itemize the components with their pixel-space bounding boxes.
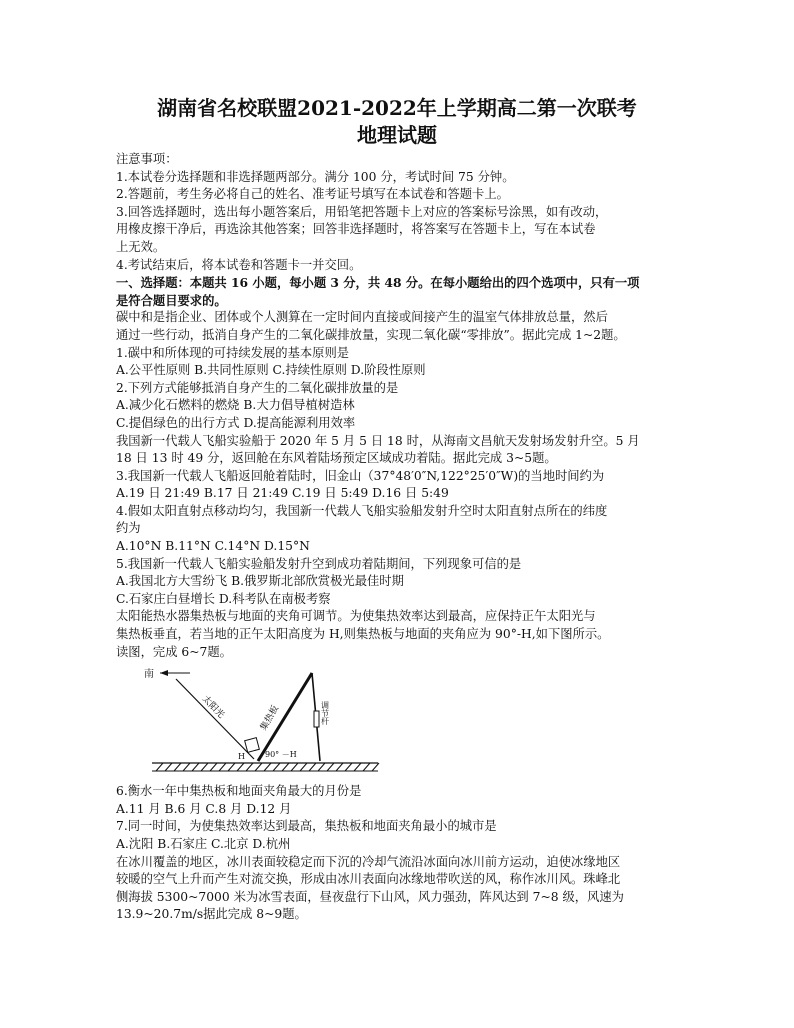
- south-label: 南: [144, 669, 154, 681]
- text-line: 1.碳中和所体现的可持续发展的基本原则是: [116, 345, 350, 360]
- rod-joint: [314, 711, 319, 727]
- text-line: 4.假如太阳直射点移动均匀，我国新一代载人飞船实验船发射升空时太阳直射点所在的纬度: [116, 503, 608, 518]
- south-arrow-icon: [160, 670, 190, 676]
- text-line: 约为: [116, 521, 141, 536]
- text-line: 太阳能热水器集热板与地面的夹角可调节。为使集热效率达到最高，应保持正午太阳光与: [116, 609, 596, 624]
- solar-panel-diagram: [116, 667, 684, 779]
- text-line: 5.我国新一代载人飞船实验船发射升空到成功着陆期间，下列现象可信的是: [116, 556, 522, 571]
- text-line: 13.9~20.7m/s据此完成 8~9题。: [116, 907, 307, 922]
- text-line: A.沈阳 B.石家庄 C.北京 D.杭州: [116, 837, 291, 851]
- text-line: 注意事项：: [116, 152, 178, 166]
- text-line: 18 日 13 时 49 分，返回舱在东风着陆场预定区域成功着陆。据此完成 3~5题。: [116, 451, 557, 466]
- text-line: 碳中和是指企业、团体或个人测算在一定时间内直接或间接产生的温室气体排放总量，然后: [116, 310, 608, 325]
- right-angle-marker: [245, 738, 260, 753]
- text-line: C.提倡绿色的出行方式 D.提高能源利用效率: [116, 415, 356, 430]
- text-line: 较暖的空气上升而产生对流交换，形成由冰川表面向冰缘地带吹送的风，称作冰川风。珠峰北: [116, 872, 621, 887]
- text-line: C.石家庄白昼增长 D.科考队在南极考察: [116, 591, 331, 606]
- text-line: 集热板垂直，若当地的正午太阳高度为 H,则集热板与地面的夹角应为 90°-H,如下图所示。: [116, 627, 610, 642]
- panel-label: 集热板: [258, 704, 282, 733]
- exam-content: [116, 151, 684, 924]
- h-label: H: [238, 752, 245, 762]
- text-line: 2.下列方式能够抵消自身产生的二氧化碳排放量的是: [116, 380, 399, 395]
- text-line: 读图，完成 6~7题。: [116, 644, 232, 659]
- text-line: 一、选择题：本题共 16 小题，每小题 3 分，共 48 分。在每小题给出的四个选项中，只有一项: [116, 275, 640, 291]
- angle-label: 90° －H: [265, 750, 297, 760]
- diagram-svg: [142, 667, 382, 779]
- text-line: A.19 日 21:49 B.17 日 21:49 C.19 日 5:49 D.16 日 5:49: [116, 486, 449, 501]
- text-line: A.11 月 B.6 月 C.8 月 D.12 月: [116, 801, 292, 816]
- text-line: A.10°N B.11°N C.14°N D.15°N: [116, 539, 310, 554]
- text-line: 侧海拔 5300~7000 米为冰雪表面，昼夜盘行下山风，风力强劲，阵风达到 7~8 级，风速为: [116, 889, 624, 904]
- exam-subtitle: 地理试题: [357, 123, 437, 147]
- text-after-figure: [116, 783, 684, 924]
- ground: [152, 763, 379, 771]
- text-line: 我国新一代载人飞船实验船于 2020 年 5 月 5 日 18 时，从海南文昌航天发射场发射升空。5 月: [116, 433, 640, 448]
- text-line: 通过一些行动，抵消自身产生的二氧化碳排放量，实现二氧化碳“零排放”。据此完成 1~2题。: [116, 327, 626, 342]
- sunlight-label: 太阳光: [199, 694, 226, 721]
- text-line: 3.我国新一代载人飞船返回舱着陆时，旧金山（37°48′0″N,122°25′0″W)的当地时间约为: [116, 468, 605, 483]
- exam-title: 湖南省名校联盟2021-2022年上学期高二第一次联考: [157, 96, 637, 120]
- text-line: 上无效。: [116, 239, 166, 254]
- text-line: 2.答题前，考生务必将自己的姓名、准考证号填写在本试卷和答题卡上。: [116, 187, 509, 202]
- text-line: 6.衡水一年中集热板和地面夹角最大的月份是: [116, 784, 362, 799]
- text-line: A.我国北方大雪纷飞 B.俄罗斯北部欣赏极光最佳时期: [116, 574, 404, 589]
- text-line: 3.回答选择题时，选出每小题答案后，用铅笔把答题卡上对应的答案标号涂黑，如有改动，: [116, 204, 608, 219]
- text-before-figure: [116, 151, 684, 661]
- text-line: 在冰川覆盖的地区，冰川表面较稳定而下沉的冷却气流沿冰面向冰川前方运动，迫使冰缘地区: [116, 854, 621, 869]
- rod-label-1: 调节杆: [320, 701, 330, 726]
- text-line: 是符合题目要求的。: [116, 292, 227, 308]
- text-line: 4.考试结束后，将本试卷和答题卡一并交回。: [116, 257, 362, 272]
- text-line: 7.同一时间，为使集热效率达到最高，集热板和地面夹角最小的城市是: [116, 819, 497, 834]
- text-line: A.减少化石燃料的燃烧 B.大力倡导植树造林: [116, 398, 355, 413]
- sunlight-ray: [176, 679, 254, 762]
- text-line: A.公平性原则 B.共同性原则 C.持续性原则 D.阶段性原则: [116, 363, 426, 378]
- text-line: 用橡皮擦干净后，再选涂其他答案；回答非选择题时，将答案写在答题卡上，写在本试卷: [116, 222, 596, 237]
- text-line: 1.本试卷分选择题和非选择题两部分。满分 100 分，考试时间 75 分钟。: [116, 169, 515, 184]
